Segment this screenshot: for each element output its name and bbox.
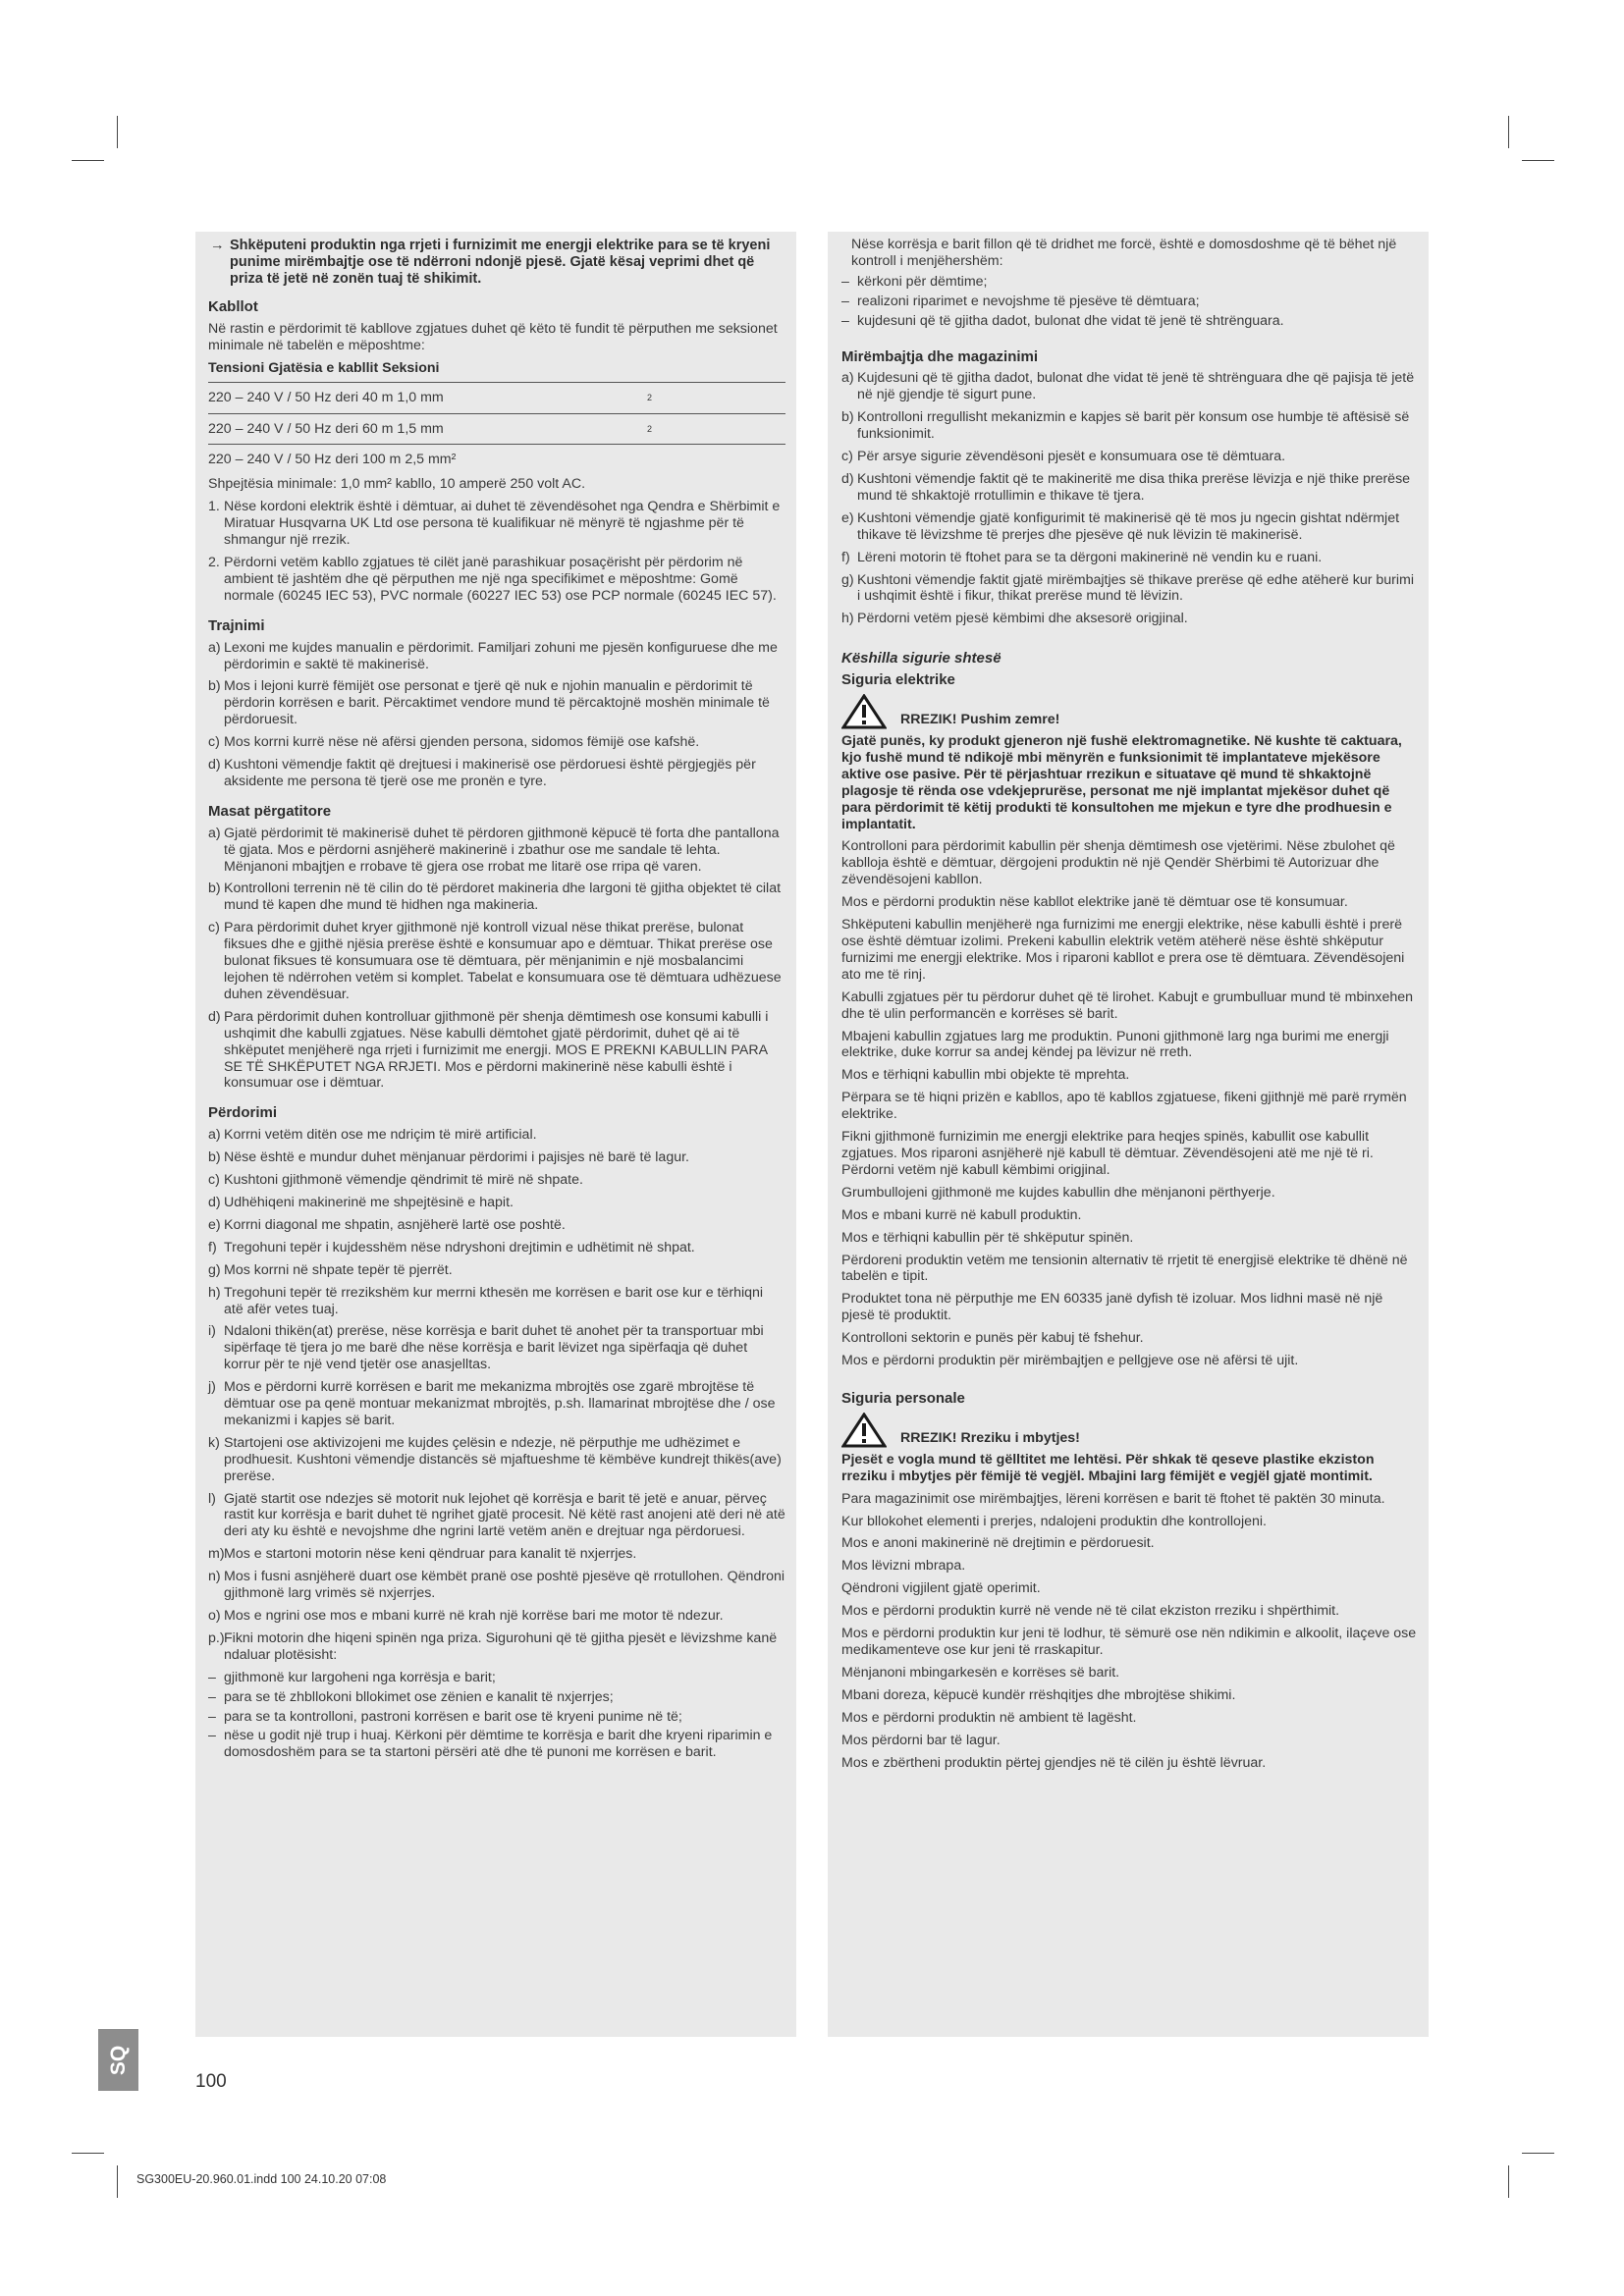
cable-table-sup: 2 (646, 423, 652, 434)
cable-table-row (208, 445, 785, 470)
mirembajtja-list (841, 370, 1417, 627)
crop-mark (117, 116, 118, 148)
language-tab-label: SQ (106, 2045, 130, 2075)
cable-table-sup: 2 (646, 392, 652, 402)
warning-title: RREZIK! Rreziku i mbytjes! (900, 1429, 1080, 1446)
dash-item: – kërkoni për dëmtime; (841, 273, 988, 290)
paragraph: Produktet tona në përputhje me EN 60335 janë dyfish të izoluar. Mos lidhni masë në një pjesë të produktit. (841, 1291, 1383, 1324)
paragraph: Mos e përdorni produktin në ambient të lagësht. (841, 1709, 1137, 1726)
paragraph: Kontrolloni sektorin e punës për kabuj të fshehur. (841, 1330, 1144, 1347)
list-item: d) Para përdorimit duhen kontrolluar gjithmonë për shenja dëmtimesh ose konsumi kabulli i ushqimit dhe kabulli zgjatues. Nëse kabulli dëmtohet gjatë përdorimit, duhet që ai të shkëputet menjëherë nga rrjeti i furnizimit me energji. MOS E PREKNI KABULLIN PARA SE TË SHKËPUTET NGA RRJETI. Mos e përdorni makinerinë nëse kabulli është i konsumuar ose i dëmtuar. (208, 1008, 769, 1092)
list-item: h) Tregohuni tepër të rrezikshëm kur merrni kthesën me korrësen e barit ose kur e tërhiqni atë afër vetes tuaj. (208, 1284, 764, 1317)
list-item: o) Mos e ngrini ose mos e mbani kurrë në krah një korrëse bari me motor të ndezur. (208, 1608, 724, 1624)
page-number: 100 (195, 2071, 227, 2092)
cable-table-row (208, 414, 785, 446)
warning-title: RREZIK! Pushim zemre! (900, 712, 1060, 728)
cable-table-cell: 220 – 240 V / 50 Hz deri 100 m 2,5 mm² (208, 452, 457, 468)
paragraph: Fikni gjithmonë furnizimin me energji elektrike para heqjes spinës, kabullit ose kabullit zgjatues. Mos riparoni asnjëherë një kabull të dëmtuar. Zëvendësojeni atë me një të ri. Përdorni vetëm një kabull këmbimi origjinal. (841, 1129, 1374, 1178)
list-item: g) Mos korrni në shpate tepër të pjerrët. (208, 1261, 453, 1278)
list-item: d) Kushtoni vëmendje faktit që te makineritë me disa thika prerëse lëvizja e një thike prerëse mund të shkaktojë rrotullimin e thikave të tjera. (841, 470, 1411, 504)
kablot-text: Në rastin e përdorimit të kabllove zgjatues duhet që këto të fundit të përputhen me seksionet minimale në tabelën e mëposhtme: (208, 320, 778, 353)
paragraph: Përdoreni produktin vetëm me tensionin alternativ të rrjetit të energjisë elektrike të dhënë në tabelën e tipit. (841, 1252, 1408, 1285)
paragraph: Mbani doreza, këpucë kundër rrëshqitjes dhe mbrojtëse shikimi. (841, 1686, 1236, 1703)
list-item: f) Lëreni motorin të ftohet para se ta dërgoni makinerinë në vendin ku e ruani. (841, 549, 1323, 565)
section-title-kablot: Kabllot (208, 298, 258, 315)
cable-table-cell: 220 – 240 V / 50 Hz deri 60 m 1,5 mm (208, 420, 444, 437)
intro-warning-text: Shkëputeni produktin nga rrjeti i furnizimit me energji elektrike para se të kryeni punime mirëmbajtje ose të ndërroni ndonjë pjesë. Gjatë kësaj veprimi dhet që priza të jetë në zonën tuaj të shikimit. (230, 238, 771, 287)
paragraph: Mos e tërhiqni kabullin për të shkëputur spinën. (841, 1229, 1134, 1246)
list-item: c) Për arsye sigurie zëvendësoni pjesët e konsumuara ose të dëmtuara. (841, 449, 1286, 465)
paragraph: Mos e anoni makinerinë në drejtimin e përdoruesit. (841, 1535, 1155, 1552)
trajnimi-list (208, 640, 785, 790)
list-item: a) Lexoni me kujdes manualin e përdorimit. Familjari zohuni me pjesën konfiguruese dhe me përdorimin e saktë të makinerisë. (208, 639, 778, 672)
left-column (195, 232, 796, 2037)
footer-file-info: SG300EU-20.960.01.indd 100 24.10.20 07:08 (136, 2172, 387, 2186)
section-title-masat: Masat përgatitore (208, 802, 332, 820)
arrow-right-icon: → (210, 238, 225, 253)
kablot-list (208, 499, 785, 604)
paragraph: Mos e mbani kurrë në kabull produktin. (841, 1206, 1082, 1223)
warning-triangle-icon (841, 1413, 887, 1448)
list-item: a) Gjatë përdorimit të makinerisë duhet të përdoren gjithmonë këpucë të forta dhe pantallona të gjata. Mos e përdorni asnjëherë makinerinë i zbathur ose me sandale të lehta. Mënjanoni mbajtjen e rrobave të gjera ose rrobat me litarë ose rripa që varen. (208, 825, 780, 875)
masat-list (208, 826, 785, 1093)
right-column (828, 232, 1429, 2037)
electric-warning-header (841, 694, 1417, 729)
dash-item: – gjithmonë kur largoheni nga korrësja e barit; (208, 1669, 496, 1685)
dash-item: – para se ta kontrolloni, pastroni korrësen e barit ose të kryeni punime në të; (208, 1708, 682, 1725)
list-item: p.)Fikni motorin dhe hiqeni spinën nga priza. Sigurohuni që të gjitha pjesët e lëvizshme kanë ndaluar plotësisht: (208, 1629, 778, 1663)
paragraph: Kabulli zgjatues për tu përdorur duhet që të lirohet. Kabujt e grumbulluar mund të mbinxehen dhe të ulin performancën e korrëses së barit. (841, 988, 1414, 1022)
list-item: e) Korrni diagonal me shpatin, asnjëherë lartë ose poshtë. (208, 1216, 566, 1233)
paragraph: Shkëputeni kabullin menjëherë nga furnizimi me energji elektrike, nëse kabulli është i prerë ose është dëmtuar izolimi. Prekeni kabullin elektrik vetëm atëherë nëse është shkëputur furnizimi me energji elektrike. Mos i riparoni kabllot e prera ose të dëmtuara. Zëvendësojeni ato me të rinj. (841, 917, 1405, 983)
cable-table (208, 360, 785, 471)
dash-item: – nëse u godit një trup i huaj. Kërkoni për dëmtime te korrësja e barit dhe kryeni riparimin e domosdoshëm para se ta startoni përsëri atë dhe të punoni me korrësen e barit. (208, 1728, 773, 1761)
kablot-min-note: Shpejtësia minimale: 1,0 mm² kabllo, 10 amperë 250 volt AC. (208, 476, 586, 493)
paragraph: Mos e përdorni produktin kurrë në vende në të cilat ekziston rreziku i shpërthimit. (841, 1603, 1340, 1620)
cable-table-cell: 220 – 240 V / 50 Hz deri 40 m 1,0 mm (208, 389, 444, 405)
cable-table-row (208, 383, 785, 414)
section-title-keshilla: Këshilla sigurie shtesë (841, 650, 1001, 667)
paragraph: Kontrolloni para përdorimit kabullin për shenja dëmtimesh ose vjetërimi. Nëse zbulohet që kablloja është e dëmtuar, dërgojeni produktin në një Qendër Shërbimi të Autorizuar dhe zëvendësojeni kabllon. (841, 838, 1395, 888)
vibration-dash-list (841, 274, 1417, 330)
crop-mark (1522, 160, 1554, 161)
list-item: 2. Përdorni vetëm kabllo zgjatues të cilët janë parashikuar posaçërisht për përdorim në ambient të jashtëm dhe që përputhen me një nga specifikimet e mëposhtme: Gomë normale (60245 IEC 53), PVC normale (60227 IEC 53) ose PCP normale (60245 IEC 57). (208, 554, 777, 604)
list-item: e) Kushtoni vëmendje gjatë konfigurimit të makinerisë që të mos ju ngecin gishtat ndërmjet thikave të lëvizshme të prerjes dhe pjesëve që nuk lëvizin të makinerisë. (841, 509, 1400, 543)
electric-warning (841, 694, 1417, 832)
list-item: a) Kujdesuni që të gjitha dadot, bulonat dhe vidat të jenë të shtrënguara dhe që pajisja të jetë në një gjendje të sigurt pune. (841, 370, 1415, 403)
list-item: b) Mos i lejoni kurrë fëmijët ose personat e tjerë që nuk e njohin manualin e përdorimit të përdorin korrësen e barit. Përcaktimet vendore mund të përcaktojnë moshën minimale të përdoruesit. (208, 678, 770, 728)
paragraph: Kur bllokohet elementi i prerjes, ndalojeni produktin dhe kontrollojeni. (841, 1513, 1267, 1529)
list-item: a) Korrni vetëm ditën ose me ndriçim të mirë artificial. (208, 1127, 537, 1144)
paragraph: Grumbullojeni gjithmonë me kujdes kabullin dhe mënjanoni përthyerje. (841, 1184, 1275, 1201)
list-item: j) Mos e përdorni kurrë korrësen e barit me mekanizma mbrojtës ose zgarë mbrojtëse të dëmtuar ose pa qenë montuar mekanizmat mbrojtës, p.sh. llamarinat mbrojtëse dhe / ose mekanizmi i kapjes së barit. (208, 1379, 776, 1428)
paragraph: Mos e përdorni produktin kur jeni të lodhur, të sëmurë ose nën ndikimin e alkoolit, ilaçeve ose medikamenteve ose kur jeni të rraskapitur. (841, 1626, 1417, 1658)
paragraph: Mos lëvizni mbrapa. (841, 1558, 966, 1575)
list-item: b) Nëse është e mundur duhet mënjanuar përdorimi i pajisjes në barë të lagur. (208, 1149, 689, 1166)
crop-mark (1508, 116, 1509, 148)
crop-mark (72, 2153, 104, 2154)
section-title-siguria-personale: Siguria personale (841, 1389, 965, 1407)
paragraph: Para magazinimit ose mirëmbajtjes, lëreni korrësen e barit të ftohet të paktën 30 minuta. (841, 1490, 1385, 1507)
paragraph: Mos e përdorni produktin për mirëmbajtjen e pellgjeve ose në afërsi të ujit. (841, 1353, 1299, 1369)
paragraph: Mënjanoni mbingarkesën e korrëses së barit. (841, 1664, 1120, 1681)
list-item: c) Para përdorimit duhet kryer gjithmonë një kontroll vizual nëse thikat prerëse, bulonat fiksues dhe e gjithë njësia prerëse është e konsumuar apo e dëmtuar. Thikat prerëse ose bulonat fiksues të konsumuara ose të dëmtuara, për mënjanimin e një mosbalancimi lejohen të ndërrohen vetëm si komplet. Tabelat e konsumuara ose të dëmtuara udhëzuese duhen zëvendësuar. (208, 920, 782, 1002)
list-item: f) Tregohuni tepër i kujdesshëm nëse ndryshoni drejtimin e udhëtimit në shpat. (208, 1239, 695, 1255)
section-title-perdorimi: Përdorimi (208, 1104, 278, 1122)
list-item: g) Kushtoni vëmendje faktit gjatë mirëmbajtjes së thikave prerëse që edhe atëherë kur burimi i ushqimit është i fikur, thikat prerëse mund të lëvizin. (841, 571, 1415, 605)
warning-text: Gjatë punës, ky produkt gjeneron një fushë elektromagnetike. Në kushte të caktuara, kjo fushë mund të ndikojë mbi mënyrën e funksionimit të implantateve mjekësore aktive ose pasive. Për të përjashtuar rrezikun e situatave që mund të shkaktojnë plagosje të rënda ose vdekjeprurëse, personat me një implantat mjekësor duhet që para përdorimit të këtij produkti të konsultohen me mjekun e tyre dhe prodhuesin e implantatit. (841, 733, 1402, 832)
section-title-mirembajtja: Mirëmbajtja dhe magazinimi (841, 347, 1039, 365)
paragraph: Mos e zbërtheni produktin përtej gjendjes në të cilën ju është lëvruar. (841, 1754, 1267, 1771)
dash-item: – kujdesuni që të gjitha dadot, bulonat dhe vidat të jenë të shtrënguara. (841, 312, 1284, 329)
warning-triangle-icon (841, 694, 887, 729)
crop-mark (117, 2165, 118, 2198)
crop-mark (72, 160, 104, 161)
intro-warning (208, 238, 785, 288)
list-item: d) Kushtoni vëmendje faktit që drejtuesi i makinerisë ose përdoruesi është përgjegjës për aksidente me persona të tjerë ose me pronën e tyre. (208, 757, 756, 789)
paragraph: Mbajeni kabullin zgjatues larg me produktin. Punoni gjithmonë larg nga burimi me energji elektrike, duke korrur sa andej këndej pa lëvizur në rreth. (841, 1028, 1389, 1061)
paragraph: Përpara se të hiqni prizën e kabllos, apo të kabllos zgjatuese, fikeni gjithnjë më parë rrymën elektrike. (841, 1090, 1407, 1123)
section-title-siguria-elektrike: Siguria elektrike (841, 671, 955, 689)
crop-mark (1508, 2165, 1509, 2198)
list-item: l) Gjatë startit ose ndezjes së motorit nuk lejohet që korrësja e barit të jetë e anuar, përveç rastit kur korrësja e barit duhet të ngrihet gjatë procesit. Në këtë rast anojeni atë deri në atë deri aty ku është e nevojshme dhe ngrini lartë vetëm anën e drejtuar nga përdoruesi. (208, 1490, 785, 1540)
list-item: n) Mos i fusni asnjëherë duart ose këmbët pranë ose poshtë pjesëve që rrotullohen. Qëndroni gjithmonë larg vrimës së nxjerrjes. (208, 1569, 785, 1602)
list-item: c) Mos korrni kurrë nëse në afërsi gjenden persona, sidomos fëmijë ose kafshë. (208, 734, 700, 751)
list-item: 1. Nëse kordoni elektrik është i dëmtuar, ai duhet të zëvendësohet nga Qendra e Shërbimit e Miratuar Husqvarna UK Ltd ose persona të kualifikuar në mënyrë të ngjashme për të shmangur një rrezik. (208, 499, 781, 549)
paragraph: Qëndroni vigjilent gjatë operimit. (841, 1580, 1041, 1597)
dash-item: – para se të zhbllokoni bllokimet ose zënien e kanalit të nxjerrjes; (208, 1688, 614, 1705)
list-item: d) Udhëhiqeni makinerinë me shpejtësinë e hapit. (208, 1194, 514, 1210)
section-title-trajnimi: Trajnimi (208, 616, 265, 634)
list-item: k) Startojeni ose aktivizojeni me kujdes çelësin e ndezje, në përputhje me udhëzimet e prodhuesit. Kushtoni vëmendje distancës së mjaftueshme të këmbëve kundrejt thikës(ave) prerëse. (208, 1434, 782, 1484)
crop-mark (1522, 2153, 1554, 2154)
list-item: m)Mos e startoni motorin nëse keni qëndruar para kanalit të nxjerrjes. (208, 1546, 637, 1563)
cable-table-header: Tensioni Gjatësia e kabllit Seksioni (208, 360, 785, 383)
list-item: b) Kontrolloni terrenin në të cilin do të përdoret makineria dhe largoni të gjitha objektet të cilat mund të kapen dhe mund të hidhen nga makineria. (208, 881, 782, 914)
dash-item: – realizoni riparimet e nevojshme të pjesëve të dëmtuara; (841, 293, 1200, 309)
paragraph: Mos e tërhiqni kabullin mbi objekte të mprehta. (841, 1067, 1130, 1084)
list-item: h) Përdorni vetëm pjesë këmbimi dhe aksesorë origjinal. (841, 611, 1188, 627)
paragraph: Mos e përdorni produktin nëse kabllot elektrike janë të dëmtuar ose të konsumuar. (841, 894, 1348, 911)
perdorimi-list (208, 1127, 785, 1761)
warning-text: Pjesët e vogla mund të gëlltitet me lehtësi. Për shkak të qeseve plastike ekziston rreziku i mbytjes për fëmijë të vegjël. Mbajini larg fëmijët e vegjël gjatë montimit. (841, 1451, 1375, 1484)
paragraph: Mos përdorni bar të lagur. (841, 1732, 1001, 1748)
list-item: b) Kontrolloni rregullisht mekanizmin e kapjes së barit për konsum ose humbje të aftësisë së funksionimit. (841, 409, 1410, 443)
list-item: c) Kushtoni gjithmonë vëmendje qëndrimit të mirë në shpate. (208, 1172, 583, 1189)
choking-warning-header (841, 1413, 1417, 1448)
choking-warning (841, 1413, 1417, 1485)
list-item: i) Ndaloni thikën(at) prerëse, nëse korrësja e barit duhet të anohet për ta transportuar mbi sipërfaqe të tjera jo me barë dhe nëse korrësja e barit lëvizet nga sipërfaqja që duhet korrur për te një vend tjetër ose anasjelltas. (208, 1323, 764, 1373)
vibration-intro: Nëse korrësja e barit fillon që të dridhet me forcë, është e domosdoshme që të bëhet një kontroll i menjëhershëm: (851, 237, 1397, 269)
language-tab (98, 2029, 138, 2091)
